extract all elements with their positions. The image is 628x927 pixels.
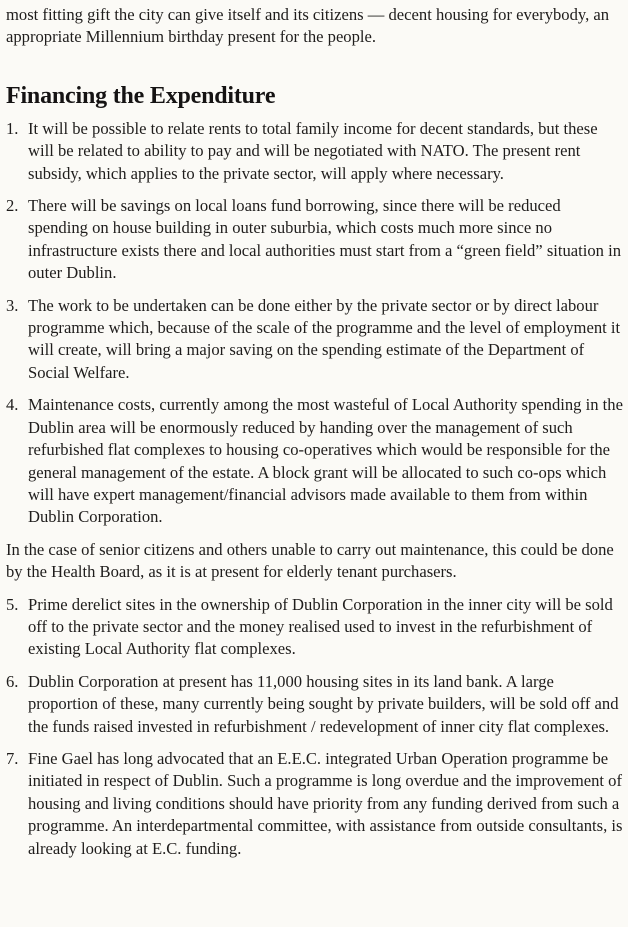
item-text: The work to be undertaken can be done either by the private sector or by direct labour programme which, because of the scale of the programme and the level of employment it will create, will bring a major saving on the spending estimate of the Department of Social Welfare. (28, 295, 621, 382)
list-item (6, 295, 624, 385)
item-number: 4. (6, 395, 19, 415)
item-text: Prime derelict sites in the ownership of Dublin Corporation in the inner city will be sold off to the private sector and the money realised used to invest in the refurbishment of existing Local Authority flat complexes. (28, 594, 613, 659)
item-number: 6. (6, 671, 19, 691)
document-page (6, 4, 624, 870)
item-number: 5. (6, 594, 19, 614)
item-number: 7. (6, 748, 19, 768)
section-heading: Financing the Expenditure (6, 82, 276, 109)
list-item (6, 394, 624, 528)
list-item (6, 671, 624, 738)
item-text: Dublin Corporation at present has 11,000 housing sites in its land bank. A large proportion of these, many currently being sought by private builders, will be sold off and the funds raised invested in refurbishment / redevelopment of inner city flat complexes. (28, 671, 619, 736)
item-text: There will be savings on local loans fund borrowing, since there will be reduced spending on house building in outer suburbia, which costs much more since no infrastructure exists there and local authorities must start from a “green field” situation in outer Dublin. (28, 196, 622, 283)
note-paragraph: In the case of senior citizens and others unable to carry out maintenance, this could be done by the Health Board, as it is at present for elderly tenant purchasers. (6, 539, 614, 582)
item-number: 3. (6, 295, 19, 315)
item-text: Maintenance costs, currently among the most wasteful of Local Authority spending in the Dublin area will be enormously reduced by handing over the management of such refurbished flat complexes to housing co-operatives which would be responsible for the general management of the estate. A block grant will be allocated to such co-ops which will have expert management/financial advisors made available to them from within Dublin Corporation. (28, 395, 623, 527)
intro-paragraph: most fitting gift the city can give itself and its citizens — decent housing for everybody, an appropriate Millennium birthday present for the people. (6, 5, 610, 47)
list-item (6, 195, 624, 285)
list-item (6, 118, 624, 185)
item-text: Fine Gael has long advocated that an E.E.C. integrated Urban Operation programme be initiated in respect of Dublin. Such a programme is long overdue and the improvement of housing and living conditions should have priority from any funding derived from such a programme. An interdepartmental committee, with assistance from outside consultants, is already looking at E.C. funding. (28, 748, 623, 858)
item-text: It will be possible to relate rents to total family income for decent standards, but these will be related to ability to pay and will be negotiated with NATO. The present rent subsidy, which applies to the private sector, will apply where necessary. (28, 118, 598, 183)
item-number: 2. (6, 196, 19, 216)
list-item (6, 748, 624, 860)
list-item (6, 594, 624, 661)
item-number: 1. (6, 118, 19, 138)
